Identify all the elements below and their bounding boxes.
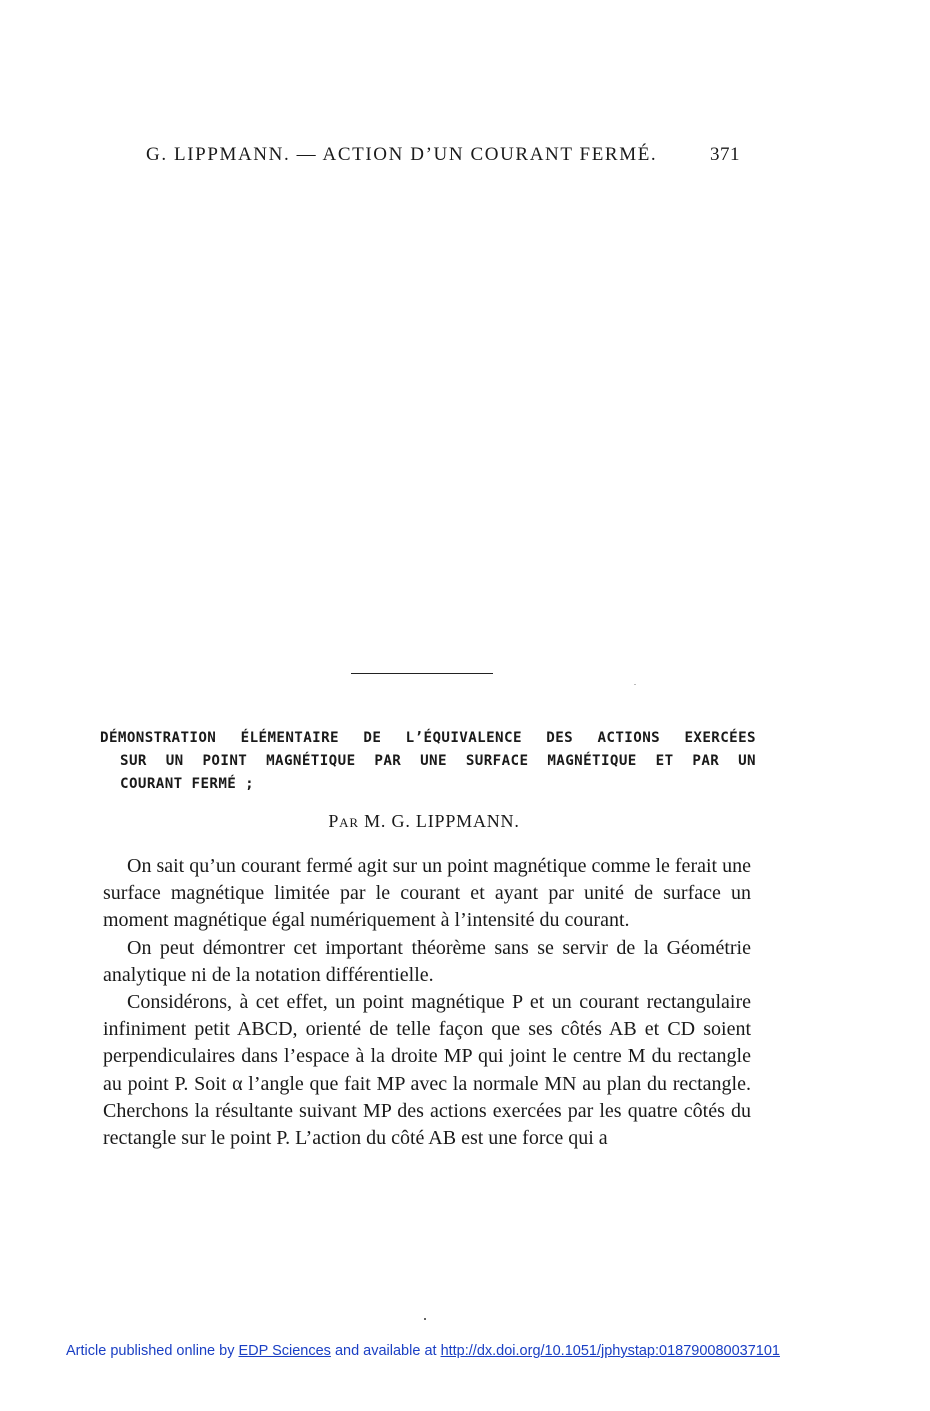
footer-prefix: Article published online by xyxy=(66,1343,235,1359)
paragraph-3: Considérons, à cet effet, un point magnétique P et un courant rectangulaire infiniment petit ABCD, orienté de telle façon que ses côtés AB et CD soient perpendiculaires dans l’espace à la droite MP qui joint le centre M du rectangle au point P. Soit α l’angle que fait MP avec la normale MN au plan du rectangle. Cherchons la résultante suivant MP des actions exercées par les quatre côtés du rectangle sur le point P. L’action du côté AB est une force qui a xyxy=(103,991,751,1150)
running-head xyxy=(146,141,740,169)
byline-prefix: Par xyxy=(328,811,359,831)
body-text xyxy=(103,853,751,1152)
article-title-line-2: SUR UN POINT MAGNÉTIQUE PAR UNE SURFACE MAGNÉTIQUE ET PAR UN xyxy=(120,753,756,769)
article-title-line-3: COURANT FERMÉ ; xyxy=(120,776,255,792)
publication-footer xyxy=(66,1340,906,1362)
paragraph-2: On peut démontrer cet important théorème sans se servir de la Géométrie analytique ni de la notation différentielle. xyxy=(103,936,751,986)
article-title xyxy=(100,727,756,796)
section-separator xyxy=(351,673,493,674)
doi-link[interactable]: http://dx.doi.org/10.1051/jphystap:018790080037101 xyxy=(440,1343,780,1359)
scan-dot xyxy=(424,1318,426,1320)
article-title-line-1: DÉMONSTRATION ÉLÉMENTAIRE DE L’ÉQUIVALENCE DES ACTIONS EXERCÉES xyxy=(100,730,756,746)
publisher-link[interactable]: EDP Sciences xyxy=(238,1343,331,1359)
scan-speck xyxy=(634,684,636,685)
byline xyxy=(0,808,848,834)
paragraph-1: On sait qu’un courant fermé agit sur un point magnétique comme le ferait une surface magnétique limitée par le courant et ayant par unité de surface un moment magnétique égal numériquement à l’intensité du courant. xyxy=(103,855,751,932)
footer-middle: and available at xyxy=(334,1343,437,1359)
byline-author: M. G. LIPPMANN. xyxy=(364,811,520,831)
running-head-title: G. LIPPMANN. — ACTION D’UN COURANT FERMÉ. xyxy=(146,144,658,165)
page-number: 371 xyxy=(710,144,740,165)
